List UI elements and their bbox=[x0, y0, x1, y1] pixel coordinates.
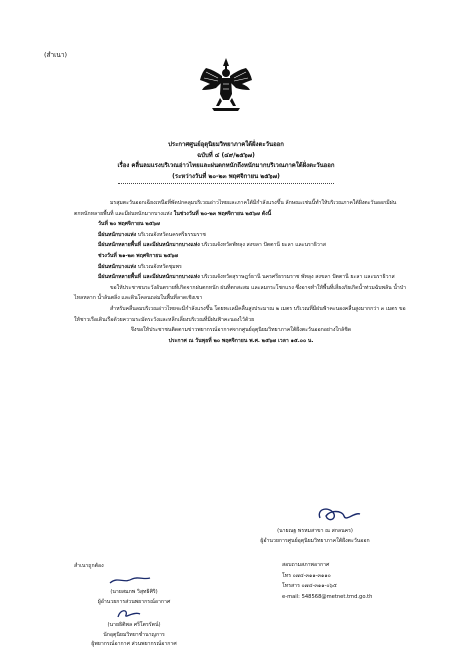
period2-heavy: มีฝนหนักบางแห่ง บริเวณจังหวัดชุมพร bbox=[98, 263, 182, 270]
announcement-body bbox=[74, 198, 408, 346]
director-signature-icon bbox=[290, 504, 390, 526]
follow-paragraph: จึงขอให้ประชาชนติดตามข่าวพยากรณ์อากาศจากศูนย์อุตุนิยมวิทยาภาคใต้ฝั่งตะวันออกอย่างใกล้ชิด bbox=[130, 327, 352, 334]
sea-paragraph: สำหรับคลื่นลมบริเวณอ่าวไทยจะมีกำลังแรงขึ้น โดยทะเลมีคลื่นสูงประมาณ ๒ เมตร บริเวณที่มีฝนฟ้าคะนองคลื่นสูงมากกว่า ๓ เมตร ขอให้ชาวเรือเดินเรือด้วยความระมัดระวังและหลีกเลี่ยงบริเวณที่มีฝนฟ้าคะนองไว้ด้วย bbox=[74, 305, 406, 323]
header-org: ประกาศศูนย์อุตุนิยมวิทยาภาคใต้ฝั่งตะวันออก bbox=[168, 141, 284, 148]
period1-very-heavy: มีฝนหนักหลายพื้นที่ และมีฝนหนักมากบางแห่ง บริเวณจังหวัดพัทลุง สงขลา ปัตตานี ยะลา และนราธิวาส bbox=[98, 242, 326, 249]
warning-paragraph: ขอให้ประชาชนระวังอันตรายที่เกิดจากฝนตกหนัก ฝนที่ตกสะสม และลมกระโชกแรง ซึ่งอาจทำให้พื้นที่เสี่ยงภัยเกิดน้ำท่วมฉับพลัน น้ำป่าไหลหลาก น้ำล้นตลิ่ง และดินโคลนถล่มในพื้นที่ลาดเชิงเขา bbox=[74, 284, 407, 302]
intro-paragraph: มรสุมตะวันออกเฉียงเหนือที่พัดปกคลุมบริเวณอ่าวไทยและภาคใต้มีกำลังแรงขึ้น ลักษณะเช่นนี้ทำให้บริเวณภาคใต้ฝั่งตะวันออกมีฝนตกหนักหลายพื้นที่ และมีฝนหนักมากบางแห่ง ในช่วงวันที่ ๒๐-๒๓ พฤศจิกายน ๒๕๖๗ ดังนี้ bbox=[74, 200, 397, 217]
contact-unit: สอบถามสภาพอากาศ bbox=[282, 562, 330, 568]
copier1-title: ผู้อำนวยการส่วนพยากรณ์อากาศ bbox=[97, 598, 171, 605]
issued-date: ประกาศ ณ วันพุธที่ ๒๐ พฤศจิกายน พ.ศ. ๒๕๖๗ เวลา ๑๕.๐๐ น. bbox=[168, 337, 314, 344]
announcement-header bbox=[20, 140, 432, 182]
copier1-signature-icon bbox=[104, 572, 154, 588]
copy-label: (สำเนา) bbox=[44, 51, 68, 59]
header-number: ฉบับที่ ๔ (๔๙/๒๕๖๗) bbox=[197, 151, 255, 159]
period1-heading: วันที่ ๒๐ พฤศจิกายน ๒๕๖๗ bbox=[98, 221, 160, 228]
header-subject: เรื่อง คลื่นลมแรงบริเวณอ่าวไทยและฝนตกหนักถึงหนักมากบริเวณภาคใต้ฝั่งตะวันออก bbox=[117, 162, 335, 169]
certified-copy-label: สำเนาถูกต้อง bbox=[74, 563, 104, 569]
header-divider bbox=[118, 183, 334, 184]
garuda-emblem-icon bbox=[196, 54, 256, 114]
period2-very-heavy: มีฝนหนักหลายพื้นที่ และมีฝนหนักมากบางแห่ง บริเวณจังหวัดสุราษฎร์ธานี นครศรีธรรมราช พัทลุง สงขลา ปัตตานี ยะลา และนราธิวาส bbox=[98, 274, 395, 281]
director-title: ผู้อำนวยการศูนย์อุตุนิยมวิทยาภาคใต้ฝั่งตะวันออก bbox=[260, 538, 370, 544]
director-name: (นายณฐ พรหมสาขา ณ สกลนคร) bbox=[277, 528, 353, 534]
copier2-name: (นายธิติพล ศรีโตรรัตน์) bbox=[107, 622, 161, 628]
copier1-name: (นายสมภพ วิสุทธิศิริ) bbox=[110, 589, 158, 595]
director-signature-block bbox=[210, 526, 420, 546]
copier2-title2: ผู้พยากรณ์อากาศ ส่วนพยากรณ์อากาศ bbox=[91, 641, 177, 648]
period1-heavy: มีฝนหนักบางแห่ง บริเวณจังหวัดนครศรีธรรมราช bbox=[98, 231, 206, 238]
copier2-block bbox=[64, 621, 204, 650]
contact-block bbox=[282, 560, 372, 602]
contact-fax: โทรสาร ๐๗๔-๓๑๑-๐๖๕ bbox=[282, 583, 337, 590]
header-period: (ระหว่างวันที่ ๒๐-๒๓ พฤศจิกายน ๒๕๖๗) bbox=[172, 172, 280, 180]
copier2-title1: นักอุตุนิยมวิทยาชำนาญการ bbox=[103, 631, 165, 638]
copier2-signature-icon bbox=[104, 605, 154, 621]
period2-heading: ช่วงวันที่ ๒๑-๒๓ พฤศจิกายน ๒๕๖๗ bbox=[98, 252, 179, 259]
contact-phone: โทร ๐๗๔-๓๑๑-๓๑๑๐ bbox=[282, 572, 331, 579]
contact-email: e-mail: 548568@metnet.tmd.go.th bbox=[282, 593, 373, 600]
